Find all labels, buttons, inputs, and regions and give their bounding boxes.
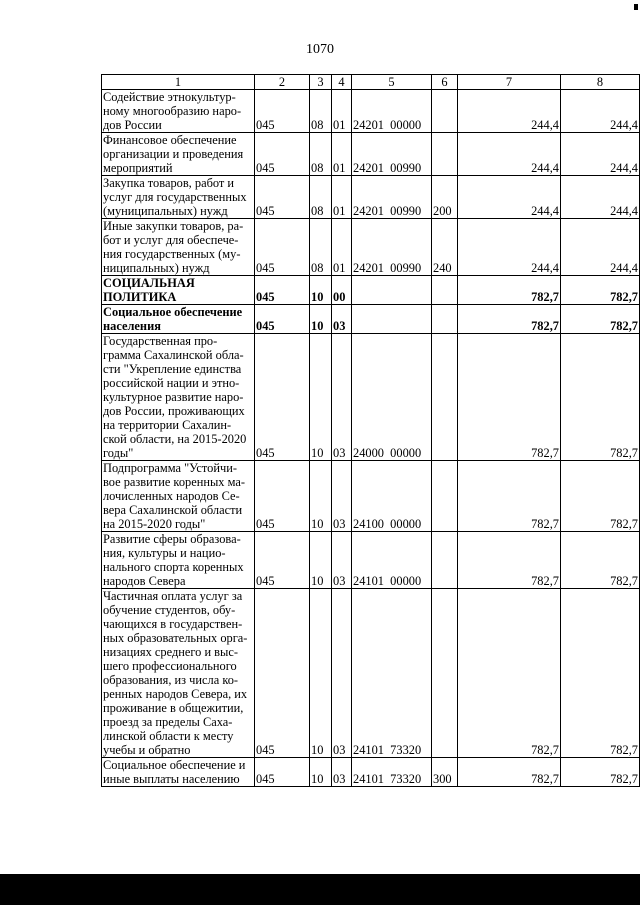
cell-ministry-code: 045 bbox=[255, 461, 310, 532]
cell-section: 08 bbox=[310, 133, 332, 176]
cell-ministry-code: 045 bbox=[255, 305, 310, 334]
cell-amount-year2: 782,7 bbox=[561, 532, 640, 589]
cell-section: 10 bbox=[310, 461, 332, 532]
cell-ministry-code: 045 bbox=[255, 589, 310, 758]
table-row bbox=[102, 90, 640, 133]
cell-subsection: 00 bbox=[332, 276, 352, 305]
cell-section: 10 bbox=[310, 532, 332, 589]
cell-ministry-code: 045 bbox=[255, 133, 310, 176]
cell-expense-type bbox=[432, 133, 458, 176]
cell-amount-year2: 244,4 bbox=[561, 133, 640, 176]
table-row bbox=[102, 334, 640, 461]
cell-subsection: 03 bbox=[332, 461, 352, 532]
cell-expense-type bbox=[432, 90, 458, 133]
cell-ministry-code: 045 bbox=[255, 276, 310, 305]
cell-subsection: 03 bbox=[332, 589, 352, 758]
table-row bbox=[102, 461, 640, 532]
cell-expense-type bbox=[432, 461, 458, 532]
cell-target-article: 24201 00990 bbox=[352, 176, 432, 219]
cell-subsection: 01 bbox=[332, 219, 352, 276]
cell-amount-year2: 782,7 bbox=[561, 758, 640, 787]
table-row bbox=[102, 589, 640, 758]
cell-subsection: 03 bbox=[332, 532, 352, 589]
cell-section: 10 bbox=[310, 305, 332, 334]
cell-section: 08 bbox=[310, 176, 332, 219]
table-row bbox=[102, 176, 640, 219]
cell-expense-type: 300 bbox=[432, 758, 458, 787]
cell-amount-year1: 782,7 bbox=[458, 461, 561, 532]
table-row bbox=[102, 219, 640, 276]
cell-subsection: 01 bbox=[332, 90, 352, 133]
col-header-4: 4 bbox=[332, 75, 352, 90]
cell-amount-year1: 782,7 bbox=[458, 589, 561, 758]
cell-section: 10 bbox=[310, 276, 332, 305]
row-name: Иные закупки товаров, ра- бот и услуг для обеспече- ния государственных (му- ниципальных) нужд bbox=[102, 219, 255, 276]
table-row bbox=[102, 305, 640, 334]
cell-ministry-code: 045 bbox=[255, 758, 310, 787]
row-name: Социальное обеспечение населения bbox=[102, 305, 255, 334]
cell-subsection: 03 bbox=[332, 305, 352, 334]
col-header-8: 8 bbox=[561, 75, 640, 90]
cell-target-article: 24000 00000 bbox=[352, 334, 432, 461]
cell-amount-year1: 244,4 bbox=[458, 133, 561, 176]
page-number: 1070 bbox=[306, 42, 334, 57]
cell-target-article: 24101 73320 bbox=[352, 758, 432, 787]
table-row bbox=[102, 276, 640, 305]
cell-expense-type bbox=[432, 334, 458, 461]
col-header-3: 3 bbox=[310, 75, 332, 90]
cell-amount-year2: 244,4 bbox=[561, 219, 640, 276]
col-header-1: 1 bbox=[102, 75, 255, 90]
row-name: Закупка товаров, работ и услуг для государственных (муниципальных) нужд bbox=[102, 176, 255, 219]
table-row bbox=[102, 133, 640, 176]
header-row bbox=[102, 75, 640, 90]
row-name: Финансовое обеспечение организации и проведения мероприятий bbox=[102, 133, 255, 176]
cell-section: 08 bbox=[310, 90, 332, 133]
cell-amount-year1: 782,7 bbox=[458, 334, 561, 461]
row-name: Частичная оплата услуг за обучение студентов, обу- чающихся в государствен- ных образовательных орга- низациях среднего и выс- шего профессионального образования, из числа ко- ренных народов Севера, их проживание в общежитии, проезд за пределы Саха- линской области к месту учебы и обратно bbox=[102, 589, 255, 758]
cell-target-article: 24100 00000 bbox=[352, 461, 432, 532]
cell-expense-type: 200 bbox=[432, 176, 458, 219]
cell-amount-year2: 782,7 bbox=[561, 305, 640, 334]
cell-ministry-code: 045 bbox=[255, 90, 310, 133]
cell-target-article bbox=[352, 276, 432, 305]
cell-expense-type bbox=[432, 589, 458, 758]
cell-ministry-code: 045 bbox=[255, 334, 310, 461]
row-name: СОЦИАЛЬНАЯ ПОЛИТИКА bbox=[102, 276, 255, 305]
budget-table bbox=[101, 74, 640, 787]
cell-amount-year1: 782,7 bbox=[458, 532, 561, 589]
row-name: Содействие этнокультур- ному многообразию наро- дов России bbox=[102, 90, 255, 133]
cell-ministry-code: 045 bbox=[255, 532, 310, 589]
cell-section: 08 bbox=[310, 219, 332, 276]
cell-amount-year2: 782,7 bbox=[561, 589, 640, 758]
cell-target-article: 24201 00000 bbox=[352, 90, 432, 133]
cell-target-article: 24101 00000 bbox=[352, 532, 432, 589]
cell-amount-year1: 782,7 bbox=[458, 758, 561, 787]
col-header-2: 2 bbox=[255, 75, 310, 90]
cell-subsection: 01 bbox=[332, 133, 352, 176]
row-name: Социальное обеспечение и иные выплаты населению bbox=[102, 758, 255, 787]
cell-ministry-code: 045 bbox=[255, 219, 310, 276]
cell-section: 10 bbox=[310, 758, 332, 787]
cell-amount-year2: 782,7 bbox=[561, 334, 640, 461]
cell-amount-year2: 782,7 bbox=[561, 276, 640, 305]
cell-amount-year2: 244,4 bbox=[561, 176, 640, 219]
cell-target-article: 24201 00990 bbox=[352, 219, 432, 276]
cell-section: 10 bbox=[310, 589, 332, 758]
cell-amount-year1: 244,4 bbox=[458, 90, 561, 133]
cell-expense-type bbox=[432, 532, 458, 589]
cell-amount-year2: 782,7 bbox=[561, 461, 640, 532]
col-header-5: 5 bbox=[352, 75, 432, 90]
cell-expense-type: 240 bbox=[432, 219, 458, 276]
cell-amount-year1: 782,7 bbox=[458, 305, 561, 334]
cell-target-article bbox=[352, 305, 432, 334]
cell-amount-year1: 244,4 bbox=[458, 219, 561, 276]
cell-subsection: 01 bbox=[332, 176, 352, 219]
cell-expense-type bbox=[432, 276, 458, 305]
cell-ministry-code: 045 bbox=[255, 176, 310, 219]
cell-target-article: 24201 00990 bbox=[352, 133, 432, 176]
col-header-7: 7 bbox=[458, 75, 561, 90]
col-header-6: 6 bbox=[432, 75, 458, 90]
cell-target-article: 24101 73320 bbox=[352, 589, 432, 758]
cell-subsection: 03 bbox=[332, 758, 352, 787]
cell-expense-type bbox=[432, 305, 458, 334]
row-name: Государственная про- грамма Сахалинской обла- сти "Укрепление единства российской нации и этно- культурное развитие наро- дов России, проживающих на территории Сахалин- ской области, на 2015-2020 годы" bbox=[102, 334, 255, 461]
cell-section: 10 bbox=[310, 334, 332, 461]
table-row bbox=[102, 532, 640, 589]
scan-bottom-band bbox=[0, 874, 640, 905]
table-row bbox=[102, 758, 640, 787]
cell-amount-year2: 244,4 bbox=[561, 90, 640, 133]
cell-amount-year1: 244,4 bbox=[458, 176, 561, 219]
cell-subsection: 03 bbox=[332, 334, 352, 461]
row-name: Подпрограмма "Устойчи- вое развитие коренных ма- лочисленных народов Се- вера Сахалинской области на 2015-2020 годы" bbox=[102, 461, 255, 532]
cell-amount-year1: 782,7 bbox=[458, 276, 561, 305]
scan-corner-mark bbox=[634, 4, 638, 10]
row-name: Развитие сферы образова- ния, культуры и нацио- нального спорта коренных народов Севера bbox=[102, 532, 255, 589]
